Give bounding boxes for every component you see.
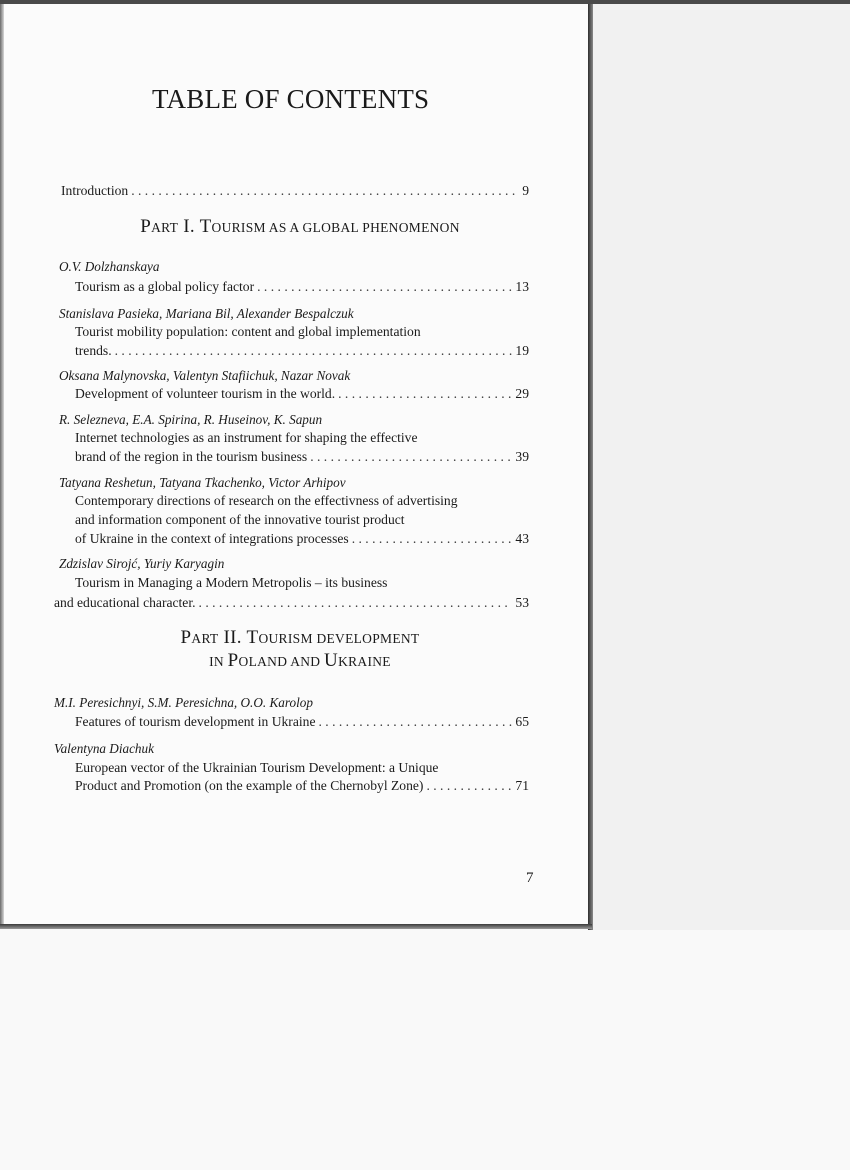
toc-entry-introduction <box>61 183 529 199</box>
toc-entry: trends. . . . 19 <box>75 343 529 359</box>
page-number: 7 <box>526 870 534 886</box>
facing-page <box>592 4 850 930</box>
entry-title-line: Tourism in Managing a Modern Metropolis – its business <box>75 575 388 590</box>
page-title: TABLE OF CONTENTS <box>152 84 430 114</box>
toc-entry: of Ukraine in the context of integrations processes . . . 43 <box>75 531 529 547</box>
entry-authors: Oksana Malynovska, Valentyn Stafiichuk, Nazar Novak <box>59 368 351 383</box>
entry-authors: O.V. Dolzhanskaya <box>59 259 160 274</box>
entry-title-line: Contemporary directions of research on the effectivness of advertising <box>75 493 458 508</box>
part-heading-1: PART I. TOURISM AS A GLOBAL PHENOMENON <box>140 216 460 237</box>
toc-entry: Tourism as a global policy factor . . . 13 <box>75 279 529 295</box>
leader-dots <box>338 386 512 402</box>
leader-dots <box>318 714 512 730</box>
leader-dots <box>115 343 513 359</box>
toc-entry: Product and Promotion (on the example of the Chernobyl Zone) . . . 71 <box>75 778 529 794</box>
scanner-bed <box>0 930 850 1170</box>
leader-dots <box>131 183 519 199</box>
entry-authors: R. Selezneva, E.A. Spirina, R. Huseinov, K. Sapun <box>59 412 323 427</box>
entry-title-line: and information component of the innovative tourist product <box>75 512 405 527</box>
leader-dots <box>199 595 513 611</box>
entry-authors: Zdzislav Sirojć, Yuriy Karyagin <box>59 556 225 571</box>
leader-dots <box>310 449 512 465</box>
toc-entry: Development of volunteer tourism in the world. . . . 29 <box>75 386 529 402</box>
entry-title-line: European vector of the Ukrainian Tourism Development: a Unique <box>75 760 439 775</box>
entry-title-line: Internet technologies as an instrument for shaping the effective <box>75 430 418 445</box>
entry-authors: M.I. Peresichnyi, S.M. Peresichna, O.O. Karolop <box>54 695 313 710</box>
leader-dots <box>352 531 513 547</box>
toc-entry: brand of the region in the tourism business . . . 39 <box>75 449 529 465</box>
entry-title-line: Tourist mobility population: content and global implementation <box>75 324 421 339</box>
entry-title: Introduction <box>61 183 129 198</box>
part-heading-2-line-2: IN POLAND AND UKRAINE <box>209 650 391 671</box>
toc-entry: and educational character. . . . 53 <box>54 595 529 611</box>
entry-authors: Tatyana Reshetun, Tatyana Tkachenko, Victor Arhipov <box>59 475 346 490</box>
entry-authors: Stanislava Pasieka, Mariana Bil, Alexander Bespalczuk <box>59 306 354 321</box>
page-gutter-shadow <box>588 4 593 930</box>
page-bottom-shadow <box>0 924 592 929</box>
leader-dots <box>426 778 512 794</box>
part-heading-2-line-1: PART II. TOURISM DEVELOPMENT <box>180 627 420 648</box>
toc-page <box>4 4 588 926</box>
entry-page: 9 <box>522 183 529 198</box>
leader-dots <box>257 279 512 295</box>
toc-entry: Features of tourism development in Ukraine . . . 65 <box>75 714 529 730</box>
page-left-edge <box>0 4 4 924</box>
part-heading-2 <box>4 628 588 672</box>
entry-authors: Valentyna Diachuk <box>54 741 154 756</box>
